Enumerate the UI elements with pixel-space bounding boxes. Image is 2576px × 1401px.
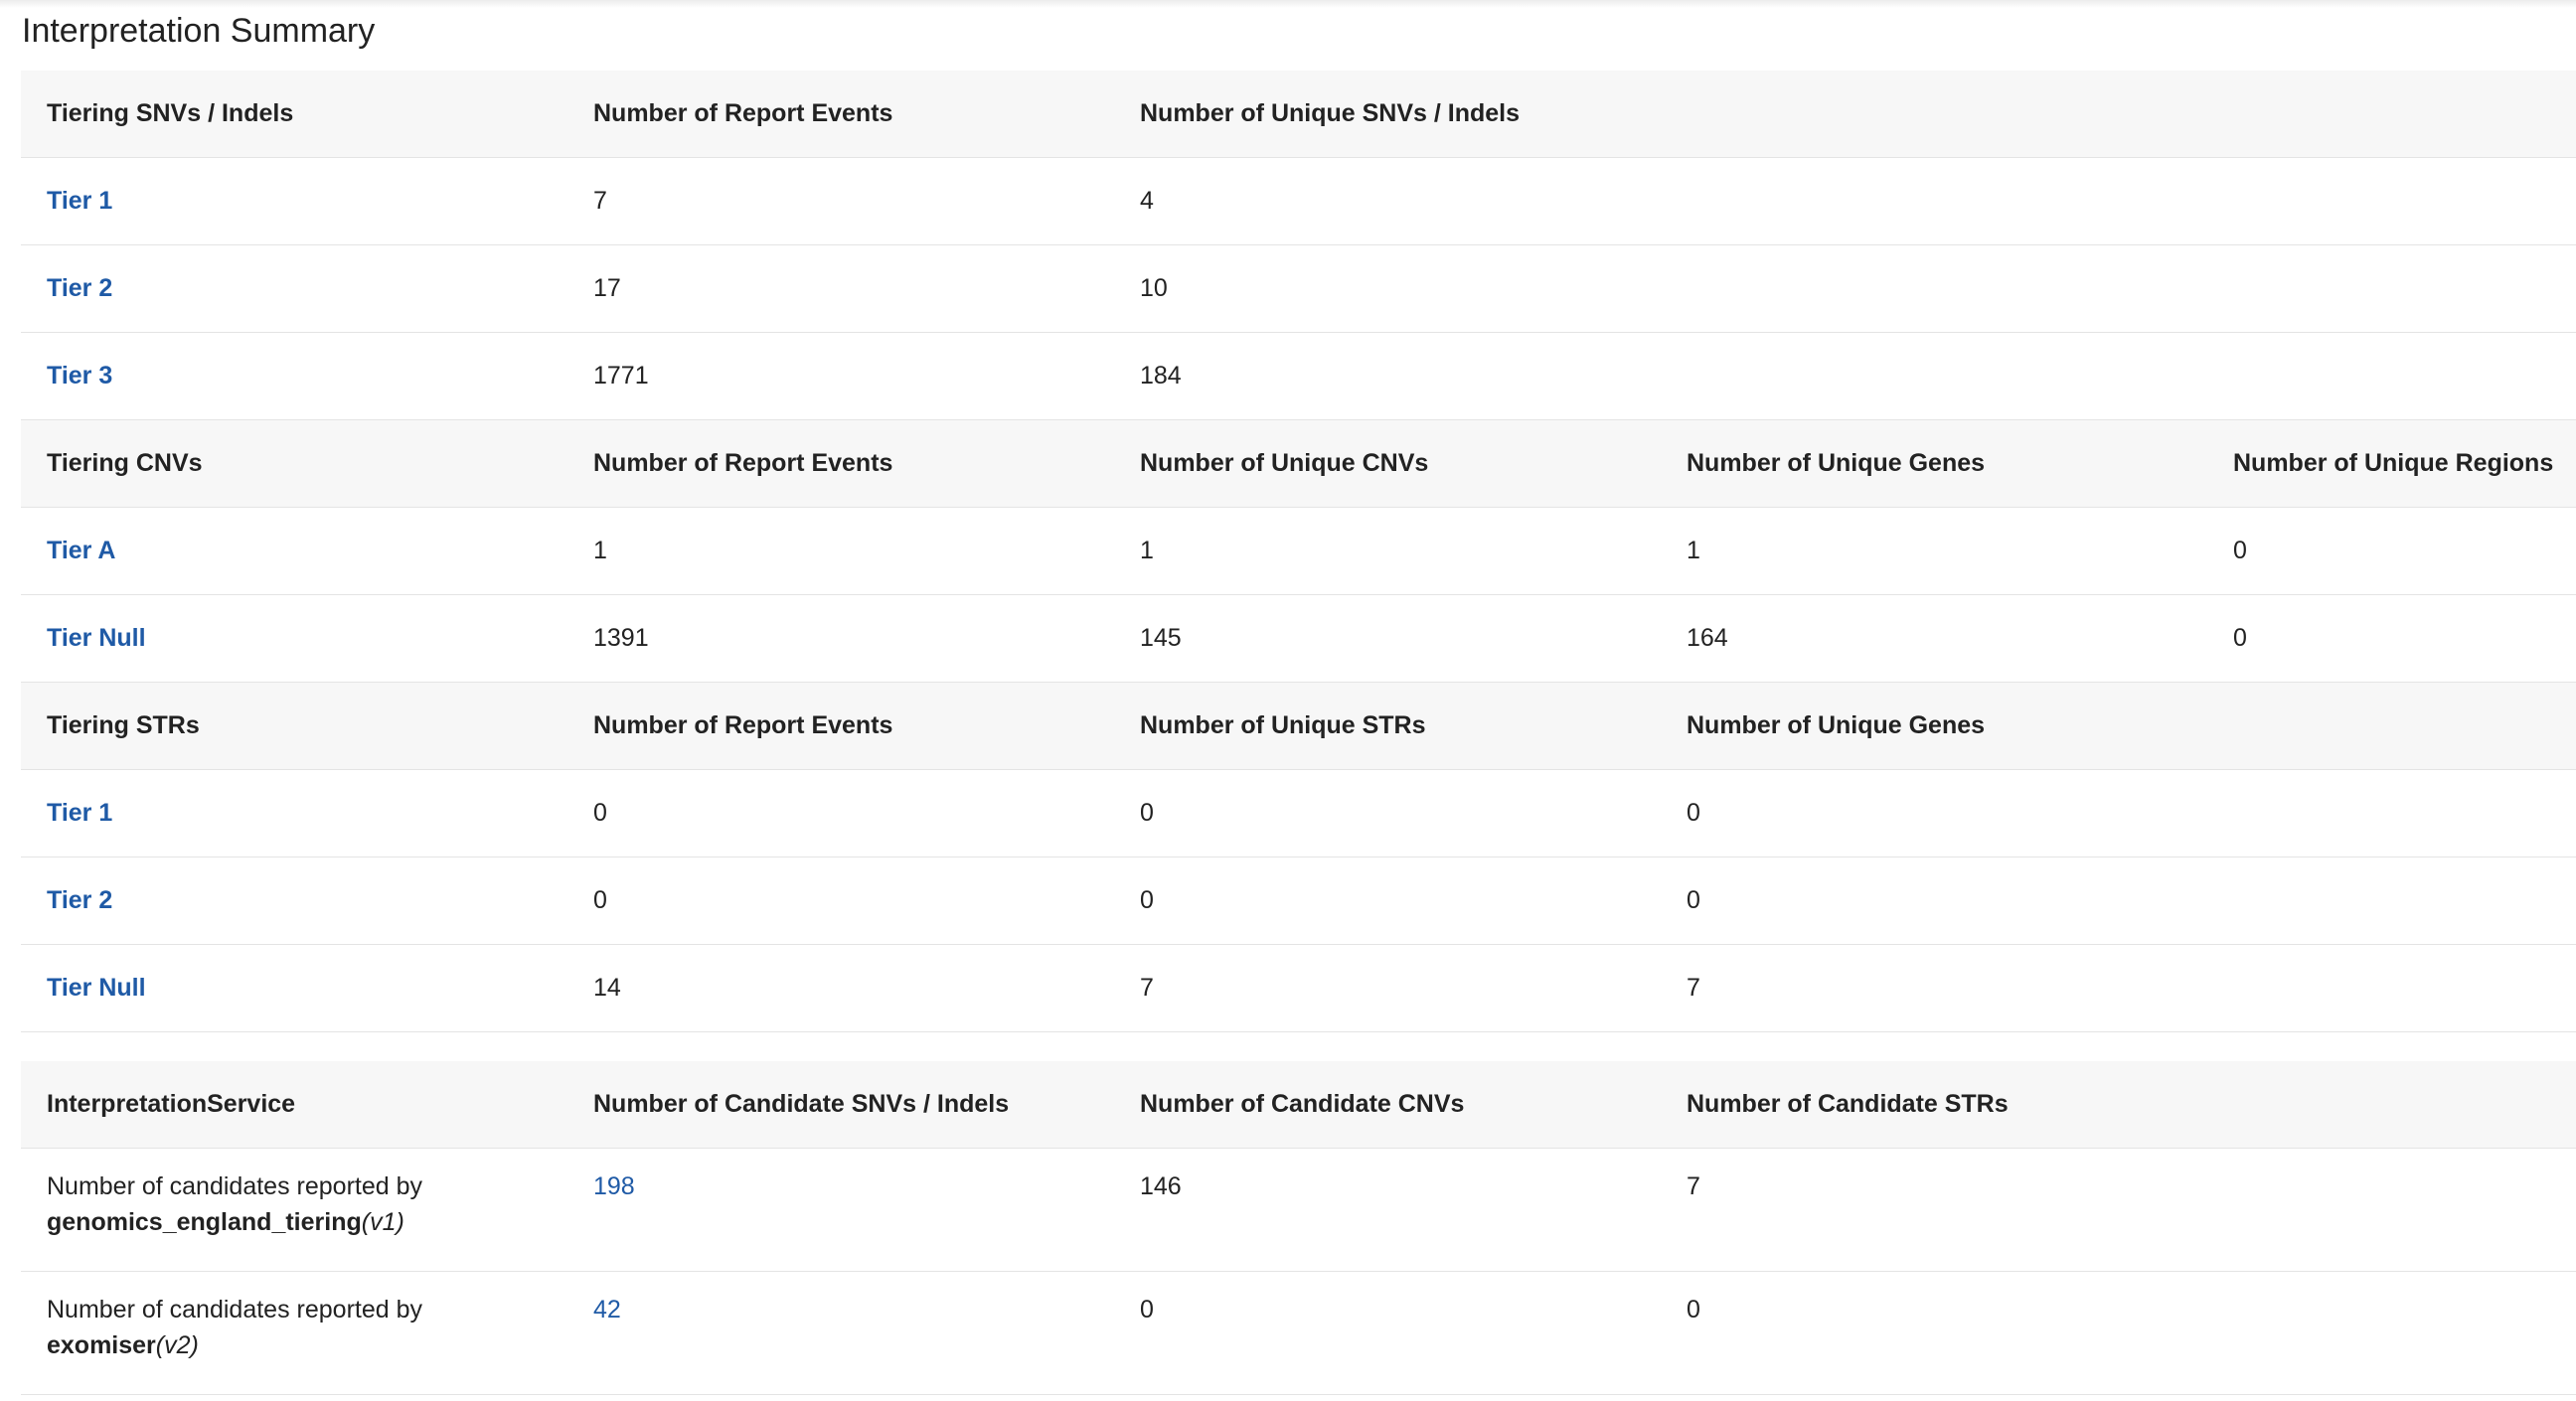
cnv-header-tiering: Tiering CNVs xyxy=(47,449,203,477)
str-header-unique-genes: Number of Unique Genes xyxy=(1687,711,1986,739)
interp-service-version: (v1) xyxy=(361,1208,404,1236)
interp-service-name: genomics_england_tiering xyxy=(47,1208,362,1236)
cnv-header-unique-genes: Number of Unique Genes xyxy=(1687,449,1986,477)
snv-tier-1-unique: 4 xyxy=(1140,187,1154,215)
interp-exomiser-snvs-link[interactable]: 42 xyxy=(593,1296,621,1323)
str-row-tier-2 xyxy=(21,857,2576,945)
cnv-header-unique-regions: Number of Unique Regions xyxy=(2233,449,2554,477)
interp-header-snvs: Number of Candidate SNVs / Indels xyxy=(593,1090,1010,1118)
str-tier-2-link[interactable]: Tier 2 xyxy=(47,886,113,914)
interp-header-cnvs: Number of Candidate CNVs xyxy=(1140,1090,1465,1118)
str-tier-null-unique-strs: 7 xyxy=(1140,974,1154,1002)
cnv-tier-a-unique-regions: 0 xyxy=(2233,537,2247,564)
interp-service-name: exomiser xyxy=(47,1331,156,1359)
cnv-tier-null-unique-genes: 164 xyxy=(1687,624,1728,652)
snv-row-tier-2 xyxy=(21,245,2576,333)
interp-ge-cnvs: 146 xyxy=(1140,1172,1182,1200)
snv-header-report-events: Number of Report Events xyxy=(593,99,893,127)
interpretation-table xyxy=(21,1061,2576,1395)
cnv-tier-a-unique-genes: 1 xyxy=(1687,537,1700,564)
interp-service-prefix: Number of candidates reported by xyxy=(47,1172,422,1200)
cnv-header-unique-cnvs: Number of Unique CNVs xyxy=(1140,449,1429,477)
str-tier-1-unique-genes: 0 xyxy=(1687,799,1700,827)
interp-exomiser-strs: 0 xyxy=(1687,1296,1700,1323)
snv-tier-3-report-events: 1771 xyxy=(593,362,649,389)
cnv-header-report-events: Number of Report Events xyxy=(593,449,893,477)
str-header-row xyxy=(21,683,2576,770)
interp-service-version: (v2) xyxy=(155,1331,199,1359)
cnv-tier-null-unique-cnvs: 145 xyxy=(1140,624,1182,652)
cnv-tier-a-link[interactable]: Tier A xyxy=(47,537,116,564)
snv-row-tier-3 xyxy=(21,333,2576,420)
cnv-tier-a-report-events: 1 xyxy=(593,537,607,564)
str-row-tier-1 xyxy=(21,770,2576,857)
snv-tier-3-link[interactable]: Tier 3 xyxy=(47,362,113,389)
snv-tier-2-link[interactable]: Tier 2 xyxy=(47,274,113,302)
str-tier-1-link[interactable]: Tier 1 xyxy=(47,799,113,827)
interp-row-genomics-england xyxy=(21,1149,2576,1272)
snv-tier-2-report-events: 17 xyxy=(593,274,621,302)
str-row-tier-null xyxy=(21,945,2576,1032)
cnv-header-row xyxy=(21,420,2576,508)
snv-header-unique: Number of Unique SNVs / Indels xyxy=(1140,99,1520,127)
interp-header-service: InterpretationService xyxy=(47,1090,296,1118)
snv-header-tiering: Tiering SNVs / Indels xyxy=(47,99,294,127)
interp-row-exomiser xyxy=(21,1272,2576,1395)
cnv-row-tier-a xyxy=(21,508,2576,595)
interp-service-label xyxy=(21,1272,567,1363)
cnv-row-tier-null xyxy=(21,595,2576,683)
snv-tier-3-unique: 184 xyxy=(1140,362,1182,389)
interp-header-strs: Number of Candidate STRs xyxy=(1687,1090,2009,1118)
snv-tier-1-link[interactable]: Tier 1 xyxy=(47,187,113,215)
str-tier-null-unique-genes: 7 xyxy=(1687,974,1700,1002)
str-tier-null-link[interactable]: Tier Null xyxy=(47,974,146,1002)
str-tier-null-report-events: 14 xyxy=(593,974,621,1002)
interp-header-row xyxy=(21,1061,2576,1149)
str-tier-1-unique-strs: 0 xyxy=(1140,799,1154,827)
cnv-tier-null-report-events: 1391 xyxy=(593,624,649,652)
interp-exomiser-cnvs: 0 xyxy=(1140,1296,1154,1323)
cnv-tier-null-unique-regions: 0 xyxy=(2233,624,2247,652)
interp-service-prefix: Number of candidates reported by xyxy=(47,1296,422,1323)
top-shadow xyxy=(0,0,2576,8)
str-header-unique-strs: Number of Unique STRs xyxy=(1140,711,1426,739)
tiering-table xyxy=(21,71,2576,1032)
snv-row-tier-1 xyxy=(21,158,2576,245)
str-header-tiering: Tiering STRs xyxy=(47,711,200,739)
str-tier-2-unique-strs: 0 xyxy=(1140,886,1154,914)
cnv-tier-null-link[interactable]: Tier Null xyxy=(47,624,146,652)
interp-ge-strs: 7 xyxy=(1687,1172,1700,1200)
str-tier-2-report-events: 0 xyxy=(593,886,607,914)
str-header-report-events: Number of Report Events xyxy=(593,711,893,739)
snv-header-row xyxy=(21,71,2576,158)
interp-ge-snvs-link[interactable]: 198 xyxy=(593,1172,635,1200)
snv-tier-1-report-events: 7 xyxy=(593,187,607,215)
str-tier-1-report-events: 0 xyxy=(593,799,607,827)
interp-service-label xyxy=(21,1149,567,1240)
snv-tier-2-unique: 10 xyxy=(1140,274,1168,302)
str-tier-2-unique-genes: 0 xyxy=(1687,886,1700,914)
cnv-tier-a-unique-cnvs: 1 xyxy=(1140,537,1154,564)
page-title: Interpretation Summary xyxy=(22,12,376,50)
